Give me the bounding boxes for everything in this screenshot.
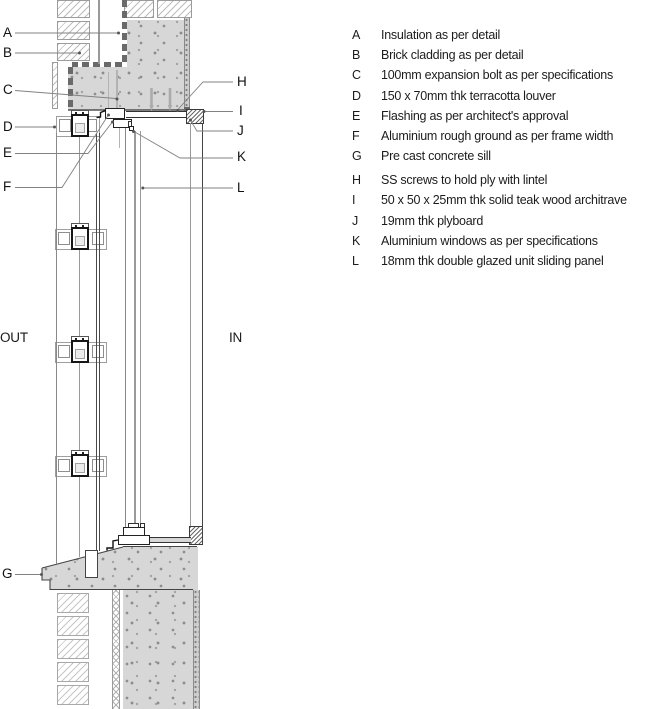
frame-vertical-line	[202, 123, 204, 544]
louver-clip-inner	[75, 463, 85, 473]
legend-row-H	[352, 170, 648, 190]
aluminium-rough-ground	[105, 108, 125, 120]
legend-row-J	[352, 211, 648, 231]
insulation-layer-strip	[112, 590, 120, 709]
frame-vertical-line	[96, 133, 97, 551]
brick-cladding-hatch	[157, 0, 192, 18]
terracotta-louver	[56, 110, 100, 138]
legend-key: D	[352, 88, 361, 103]
legend-key: B	[352, 48, 361, 63]
frame-vertical-line	[108, 72, 110, 108]
legend-row-K	[352, 231, 648, 251]
brick-cladding-hatch	[57, 21, 90, 40]
plyboard-strip	[126, 111, 186, 118]
legend-row-C	[352, 65, 648, 85]
callout-letter-F: F	[3, 179, 12, 194]
plaster-strip-top	[184, 18, 190, 110]
legend	[352, 25, 648, 271]
teak-architrave-head	[186, 109, 204, 124]
sill-frame-base	[118, 535, 150, 545]
legend-text: Pre cast concrete sill	[381, 149, 491, 164]
legend-row-A	[352, 25, 648, 45]
legend-key: L	[352, 254, 359, 269]
louver-clip-inner	[75, 123, 85, 133]
louver-clip-inner	[75, 349, 85, 359]
callout-letter-K: K	[237, 149, 246, 164]
legend-row-B	[352, 45, 648, 65]
callout-letter-J: J	[237, 123, 244, 138]
frame-vertical-line	[116, 70, 118, 108]
sill-coping	[150, 537, 191, 543]
glazing-adapter-detail	[129, 126, 134, 131]
brick-cladding-hatch	[57, 593, 89, 613]
legend-row-E	[352, 106, 648, 126]
louver-core-left	[58, 232, 70, 245]
frame-vertical-line	[99, 133, 100, 551]
concrete-wall-lower	[123, 590, 193, 709]
legend-key: H	[352, 173, 361, 188]
legend-row-L	[352, 251, 648, 271]
callout-letter-C: C	[3, 82, 13, 97]
louver-rail-anchor-box	[85, 550, 98, 578]
legend-text: 150 x 70mm thk terracotta louver	[381, 88, 556, 103]
legend-row-D	[352, 86, 648, 106]
callout-letter-H: H	[237, 74, 247, 89]
legend-text: Brick cladding as per detail	[381, 48, 524, 63]
legend-key: A	[352, 28, 361, 42]
legend-key: G	[352, 149, 362, 164]
legend-row-I	[352, 190, 648, 210]
louver-clip-inner	[75, 236, 85, 246]
legend-row-G	[352, 146, 648, 166]
frame-vertical-line	[190, 123, 191, 526]
legend-key: E	[352, 108, 361, 123]
brick-cladding-hatch	[57, 662, 89, 682]
legend-text: Aluminium rough ground as per frame width	[381, 129, 614, 144]
callout-letter-E: E	[3, 145, 12, 160]
frame-vertical-line	[140, 131, 141, 525]
louver-core-left	[58, 345, 70, 358]
brick-cladding-hatch	[57, 43, 90, 61]
out-label: OUT	[0, 330, 28, 345]
legend-text: Insulation as per detail	[381, 28, 501, 42]
legend-key: C	[352, 68, 361, 83]
legend-text: 50 x 50 x 25mm thk solid teak wood architrave	[381, 193, 627, 208]
legend-key: J	[352, 213, 358, 228]
louver-core-left	[58, 459, 70, 472]
legend-row-F	[352, 126, 648, 146]
callout-letter-G: G	[2, 566, 13, 581]
in-label: IN	[229, 330, 243, 345]
frame-vertical-line	[98, 0, 100, 64]
brick-cladding-hatch	[124, 0, 154, 18]
legend-key: K	[352, 233, 361, 248]
callout-letter-I: I	[239, 103, 243, 118]
callout-letter-A: A	[3, 25, 12, 40]
brick-cladding-hatch	[57, 685, 89, 705]
callout-letter-L: L	[237, 180, 245, 195]
louver-core-left	[59, 119, 71, 132]
callout-letter-D: D	[3, 119, 13, 134]
legend-text: 100mm expansion bolt as per specifications	[381, 68, 613, 83]
legend-key: I	[352, 193, 356, 208]
brick-cladding-hatch	[52, 62, 58, 109]
legend-text: Aluminium windows as per specifications	[381, 233, 598, 248]
frame-vertical-line	[134, 131, 135, 525]
frame-vertical-line	[119, 128, 120, 148]
frame-vertical-line	[56, 133, 57, 564]
legend-text: 19mm thk plyboard	[381, 213, 484, 228]
brick-cladding-hatch	[57, 616, 89, 636]
legend-text: SS screws to hold ply with lintel	[381, 173, 548, 188]
precast-concrete-sill	[42, 546, 198, 590]
brick-cladding-hatch	[57, 639, 89, 659]
frame-vertical-line	[125, 128, 126, 527]
callout-letter-B: B	[3, 45, 12, 60]
legend-text: 18mm thk double glazed unit sliding panel	[381, 254, 604, 269]
legend-key: F	[352, 129, 360, 144]
legend-text: Flashing as per architect's approval	[381, 108, 569, 123]
plaster-strip-bottom	[193, 590, 200, 709]
brick-cladding-hatch	[57, 0, 90, 18]
